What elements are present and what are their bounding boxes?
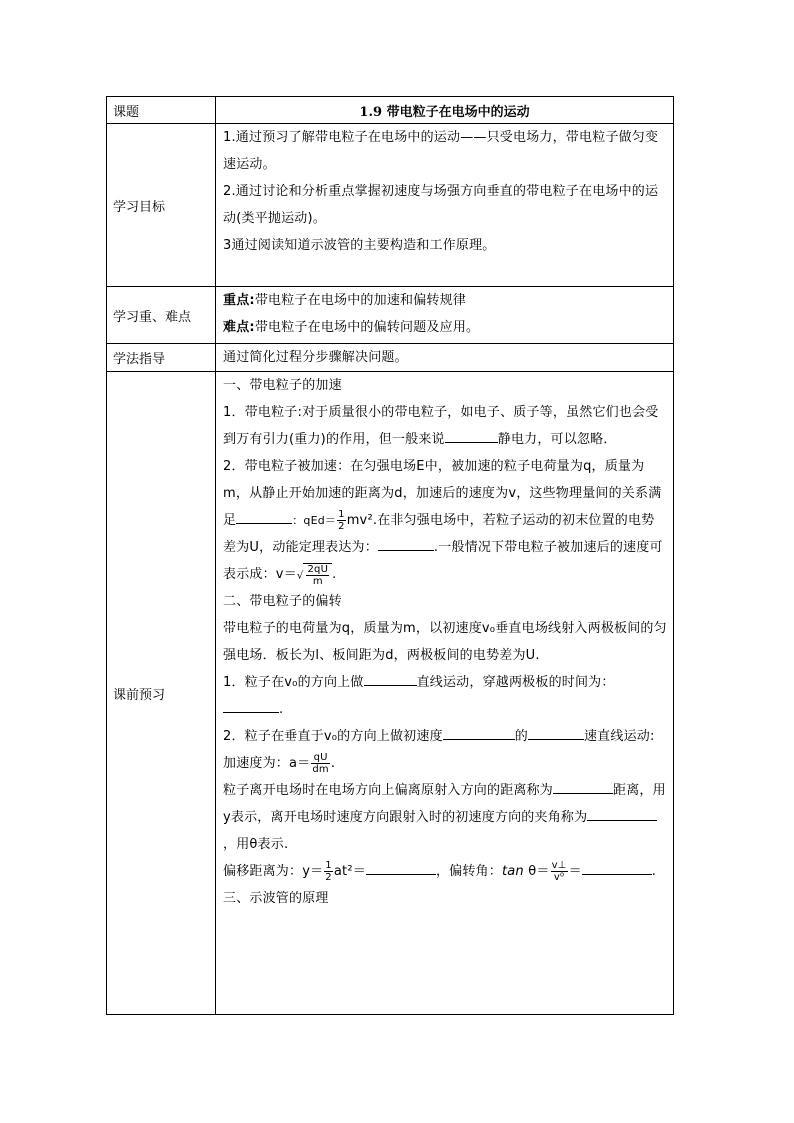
lesson-title-cell [216,97,674,124]
text-run: ，用θ表示. [223,837,289,852]
sqrt-expression: √ $\frac{2qU}{m}$ [297,563,332,587]
text-run: 静电力，可以忽略． [497,432,617,447]
text-run: mv².在非匀强电场中，若粒子运动的初末位置的电势差为U，动能定理表达为： [223,513,655,555]
section-2-paragraph-3 [216,723,673,777]
objectives-label-cell [107,124,216,287]
fraction-numerator: 2qU [307,563,329,575]
lesson-title: 1.9 带电粒子在电场中的运动 [359,104,530,120]
keypoints-row [107,287,674,344]
fraction-numerator: 1 [325,860,332,871]
fill-blank[interactable] [587,806,657,821]
text-run: . [651,864,657,879]
text-run: ：qEd＝ [292,514,337,527]
method-label: 学法指导 [113,352,166,367]
objective-1: 1.通过预习了解带电粒子在电场中的运动——只受电场力，带电粒子做匀变速运动。 [223,130,659,172]
text-run: . [330,756,336,771]
preview-label-cell [107,372,216,1015]
header-label: 课题 [113,104,140,120]
fraction-half [324,860,333,883]
section-1-title: 一、带电粒子的加速 [223,378,342,393]
fill-blank[interactable] [445,428,498,443]
key-point-label: 重点: [223,293,255,308]
text-run: 粒子离开电场时在电场方向上偏离原射入方向的距离称为 [223,783,554,798]
section-2-paragraph-4 [216,777,673,858]
lesson-plan-table [106,96,674,1015]
fill-blank[interactable] [378,536,434,551]
text-run: 偏移距离为：y＝ [223,864,324,879]
difficult-point-text: 带电粒子在电场中的偏转问题及应用。 [254,320,480,335]
fraction-numerator: qU [311,752,330,764]
fraction-denominator: dm [312,764,329,775]
text-run: ＝ [536,864,550,879]
key-point-text: 带电粒子在电场中的加速和偏转规律 [254,293,467,308]
text-run: .一般情况下带电粒子被加速后的速度可表示成：v＝ [223,540,663,582]
fraction-numerator: 1 [338,509,345,520]
fill-blank[interactable] [553,779,613,794]
section-3-title: 三、示波管的原理 [223,891,329,906]
preview-content [216,372,674,1015]
method-row [107,344,674,372]
method-content [216,344,674,372]
fraction-tan [551,860,568,883]
method-label-cell [107,344,216,372]
section-2-paragraph-5 [216,858,673,885]
fill-blank[interactable] [528,725,584,740]
method-text: 通过简化过程分步骤解决问题。 [223,350,408,365]
fill-blank[interactable] [443,725,515,740]
fraction-denominator: 2 [338,521,345,532]
keypoints-label: 学习重、难点 [113,309,192,325]
fraction-denominator: 2 [325,872,332,883]
fill-blank[interactable] [582,860,652,875]
text-run: 1．带电粒子: [223,405,303,420]
section-2-paragraph-1: 带电粒子的电荷量为q，质量为m，以初速度v₀垂直电场线射入两极板间的匀强电场．板长为l、板间距为d，两极板间的电势差为U. [223,621,667,663]
difficult-point-label: 难点: [223,320,255,335]
fill-blank[interactable] [366,860,436,875]
header-label-cell [107,97,216,124]
text-run: 直线运动，穿越两极板的时间为： [416,675,615,690]
fill-blank[interactable] [236,509,292,524]
text-run: . [332,567,337,582]
text-run: 的 [514,729,528,744]
preview-label: 课前预习 [113,687,166,703]
text-run: 对于质量很小的带电粒子，如电子、质子等，虽然它们也会受到万有引力(重力)的作用，但一般来说 [223,405,659,447]
objectives-row [107,124,674,287]
section-2-title: 二、带电粒子的偏转 [223,594,342,609]
text-run: 距离，用y表示，离开电场时速度方向跟射入时的初速度方向的夹角称为 [223,783,666,825]
fraction-acceleration [311,752,330,775]
fraction-half [337,509,346,532]
section-2-paragraph-2 [216,669,673,723]
preview-row [107,372,674,1015]
section-1-paragraph-2 [216,453,673,588]
fraction-denominator: m [312,575,323,587]
keypoints-content [216,287,674,344]
objective-2: 2.通过讨论和分析重点掌握初速度与场强方向垂直的带电粒子在电场中的运动(类平抛运动)。 [223,184,659,226]
keypoints-label-cell [107,287,216,344]
text-run: 1．粒子在v₀的方向上做 [223,675,364,690]
fill-blank[interactable] [223,698,279,713]
text-run: 速直线运动:加速度为：a＝ [223,729,655,771]
fraction-denominator: v⁰ [553,872,565,883]
objectives-content [216,124,674,287]
text-run: 2．带电粒子被加速：在匀强电场E中，被加速的粒子电荷量为q，质量为m，从静止开始加速的距离为d，加速后的速度为v，这些物理量间的关系满足 [223,459,662,528]
tan-symbol: tan [501,864,524,879]
text-run: ＝ [568,864,582,879]
text-run: 2．粒子在垂直于v₀的方向上做初速度 [223,729,443,744]
objectives-label: 学习目标 [113,199,166,215]
objective-3: 3通过阅读知道示波管的主要构造和工作原理。 [223,238,496,253]
text-run: ，偏转角： [435,864,502,879]
text-run: at²＝ [333,864,366,879]
theta-symbol: θ [528,864,537,879]
header-row [107,97,674,124]
text-run: . [279,702,284,717]
section-1-paragraph-1 [216,399,673,453]
fill-blank[interactable] [364,671,417,686]
fraction-numerator: v⊥ [551,860,567,871]
